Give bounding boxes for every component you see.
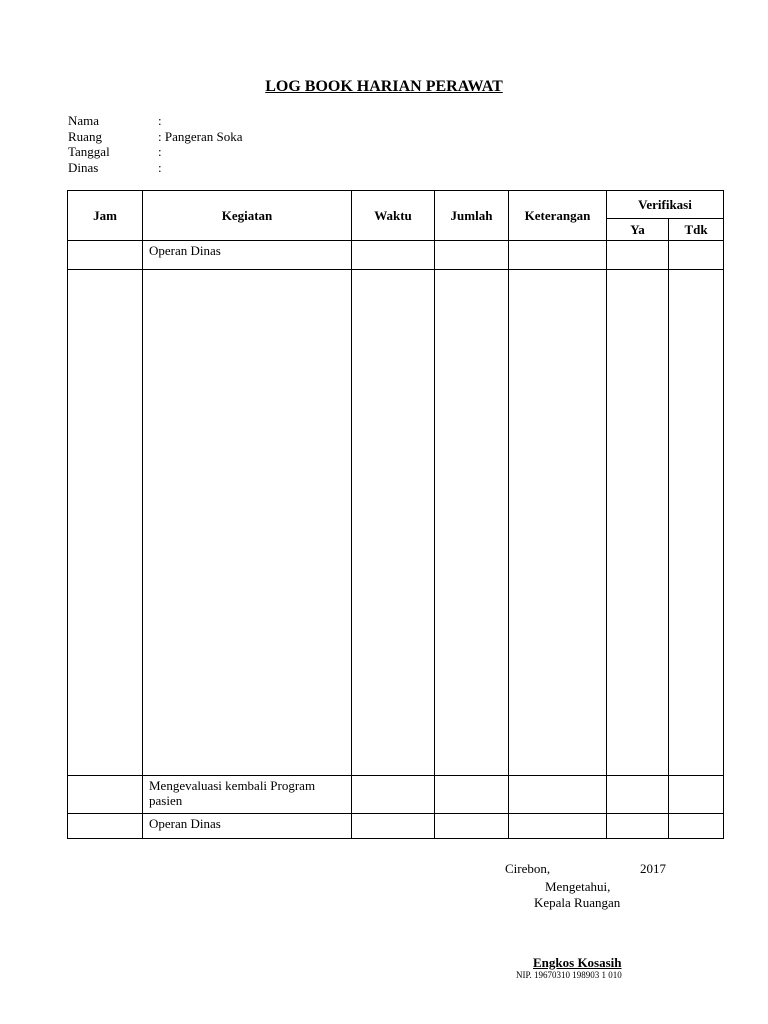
table-row	[68, 241, 724, 270]
cell-kegiatan	[143, 270, 352, 776]
cell-keterangan	[509, 270, 607, 776]
kegiatan-text	[143, 270, 351, 272]
cell-kegiatan	[143, 241, 352, 270]
cell-tdk	[669, 814, 724, 839]
header-kegiatan: Kegiatan	[143, 191, 352, 241]
cell-kegiatan	[143, 814, 352, 839]
signatory-name: Engkos Kosasih	[533, 955, 622, 970]
cell-kegiatan	[143, 776, 352, 814]
cell-jumlah	[435, 241, 509, 270]
header-verifikasi: Verifikasi	[607, 191, 724, 219]
header-jumlah: Jumlah	[435, 191, 509, 241]
signatory-nip: NIP. 19670310 198903 1 010	[516, 970, 622, 980]
cell-jam	[68, 776, 143, 814]
cell-tdk	[669, 241, 724, 270]
info-value: :	[158, 144, 162, 159]
footer-acknowledged: Mengetahui,	[545, 879, 611, 894]
table-row	[68, 814, 724, 839]
info-row-nama	[68, 113, 242, 129]
kegiatan-text: Mengevaluasi kembali Program pasien	[149, 778, 316, 808]
info-label: Tanggal	[68, 144, 110, 159]
kegiatan-text: Operan Dinas	[149, 243, 221, 258]
header-keterangan: Keterangan	[509, 191, 607, 241]
cell-tdk	[669, 270, 724, 776]
kegiatan-text: Operan Dinas	[149, 816, 221, 831]
header-jam: Jam	[68, 191, 143, 241]
cell-waktu	[352, 776, 435, 814]
cell-keterangan	[509, 814, 607, 839]
info-value: :	[158, 159, 162, 175]
cell-ya	[607, 270, 669, 776]
document-title: LOG BOOK HARIAN PERAWAT	[265, 78, 503, 95]
cell-waktu	[352, 241, 435, 270]
table-row	[68, 270, 724, 776]
cell-ya	[607, 814, 669, 839]
info-label: Nama	[68, 113, 100, 128]
header-ya: Ya	[607, 219, 669, 241]
cell-ya	[607, 241, 669, 270]
cell-waktu	[352, 270, 435, 776]
footer-year: 2017	[640, 861, 666, 876]
footer-place: Cirebon,	[505, 861, 551, 876]
table-row	[68, 776, 724, 814]
cell-ya	[607, 776, 669, 814]
info-row-tanggal	[68, 144, 242, 160]
log-table	[67, 190, 724, 839]
cell-jam	[68, 814, 143, 839]
footer-role: Kepala Ruangan	[534, 895, 621, 910]
cell-jumlah	[435, 776, 509, 814]
cell-jam	[68, 270, 143, 776]
info-row-ruang	[68, 129, 242, 145]
info-value: :	[158, 113, 162, 128]
cell-jumlah	[435, 270, 509, 776]
info-row-dinas	[68, 160, 242, 176]
cell-keterangan	[509, 776, 607, 814]
info-label: Ruang	[68, 128, 102, 144]
info-block	[68, 113, 242, 175]
header-tdk: Tdk	[669, 219, 724, 241]
info-label: Dinas	[68, 159, 99, 175]
cell-jam	[68, 241, 143, 270]
cell-tdk	[669, 776, 724, 814]
cell-keterangan	[509, 241, 607, 270]
cell-jumlah	[435, 814, 509, 839]
cell-waktu	[352, 814, 435, 839]
info-value: : Pangeran Soka	[158, 128, 243, 144]
header-waktu: Waktu	[352, 191, 435, 241]
